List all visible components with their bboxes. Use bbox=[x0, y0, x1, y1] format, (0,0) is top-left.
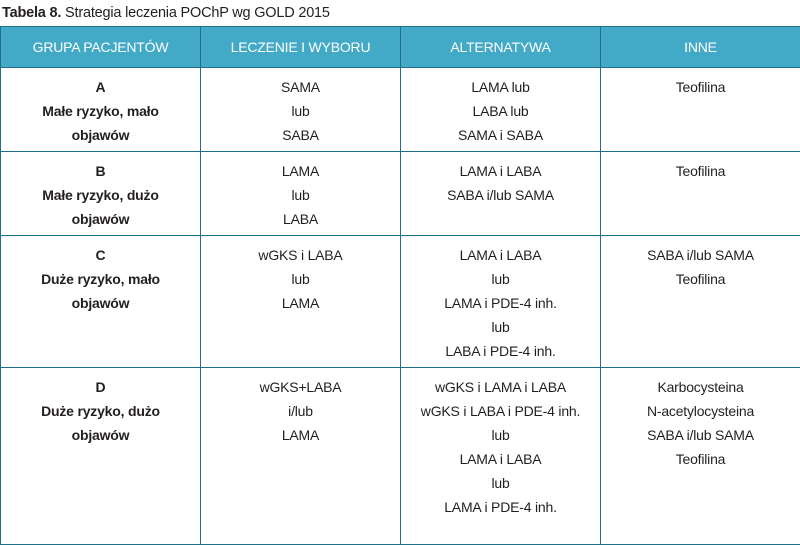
cell-line: LAMA i LABA bbox=[403, 447, 598, 471]
cell-line: N-acetylocysteina bbox=[603, 399, 798, 423]
cell-line: LABA lub bbox=[403, 99, 598, 123]
cell-line: Małe ryzyko, dużo bbox=[3, 183, 198, 207]
cell-line: Małe ryzyko, mało bbox=[3, 99, 198, 123]
cell-line: Teofilina bbox=[603, 75, 798, 99]
cell-line: Duże ryzyko, mało bbox=[3, 267, 198, 291]
cell-line: lub bbox=[403, 471, 598, 495]
cell-line: wGKS i LABA i PDE-4 inh. bbox=[403, 399, 598, 423]
treatment-table bbox=[0, 26, 800, 545]
cell-line: C bbox=[3, 243, 198, 267]
group-cell bbox=[1, 68, 201, 152]
other-cell bbox=[601, 152, 800, 236]
table-row bbox=[1, 236, 800, 368]
cell-line: LAMA bbox=[203, 423, 398, 447]
cell-line: SABA i/lub SAMA bbox=[603, 243, 798, 267]
cell-line: LABA bbox=[203, 207, 398, 231]
group-cell bbox=[1, 236, 201, 368]
alternative-cell bbox=[401, 152, 601, 236]
cell-line: B bbox=[3, 159, 198, 183]
first-choice-cell bbox=[201, 236, 401, 368]
group-cell bbox=[1, 368, 201, 545]
cell-line: lub bbox=[403, 315, 598, 339]
cell-line: Teofilina bbox=[603, 267, 798, 291]
group-cell bbox=[1, 152, 201, 236]
cell-line: D bbox=[3, 375, 198, 399]
header-other: INNE bbox=[601, 27, 800, 68]
cell-line: objawów bbox=[3, 291, 198, 315]
cell-line: Duże ryzyko, dużo bbox=[3, 399, 198, 423]
cell-line: SABA bbox=[203, 123, 398, 147]
header-alternative: ALTERNATYWA bbox=[401, 27, 601, 68]
cell-line: lub bbox=[203, 99, 398, 123]
cell-line: LAMA i LABA bbox=[403, 243, 598, 267]
cell-line: objawów bbox=[3, 123, 198, 147]
cell-line: Teofilina bbox=[603, 159, 798, 183]
alternative-cell bbox=[401, 68, 601, 152]
cell-line: LAMA i LABA bbox=[403, 159, 598, 183]
cell-line: lub bbox=[203, 267, 398, 291]
cell-line: LAMA i PDE-4 inh. bbox=[403, 291, 598, 315]
first-choice-cell bbox=[201, 68, 401, 152]
cell-line: wGKS i LABA bbox=[203, 243, 398, 267]
table-caption bbox=[0, 0, 800, 26]
cell-line: objawów bbox=[3, 207, 198, 231]
cell-line: SAMA i SABA bbox=[403, 123, 598, 147]
header-first-choice: LECZENIE I WYBORU bbox=[201, 27, 401, 68]
cell-line: i/lub bbox=[203, 399, 398, 423]
cell-line: lub bbox=[203, 183, 398, 207]
table-row bbox=[1, 368, 800, 545]
cell-line: lub bbox=[403, 423, 598, 447]
cell-line: LAMA lub bbox=[403, 75, 598, 99]
cell-line: SABA i/lub SAMA bbox=[603, 423, 798, 447]
cell-line: Karbocysteina bbox=[603, 375, 798, 399]
cell-line: objawów bbox=[3, 423, 198, 447]
other-cell bbox=[601, 368, 800, 545]
cell-line: LAMA i PDE-4 inh. bbox=[403, 495, 598, 519]
alternative-cell bbox=[401, 368, 601, 545]
cell-line: LAMA bbox=[203, 291, 398, 315]
table-row bbox=[1, 68, 800, 152]
cell-line: wGKS+LABA bbox=[203, 375, 398, 399]
first-choice-cell bbox=[201, 152, 401, 236]
other-cell bbox=[601, 68, 800, 152]
other-cell bbox=[601, 236, 800, 368]
table-row bbox=[1, 152, 800, 236]
header-row bbox=[1, 27, 800, 68]
cell-line: SAMA bbox=[203, 75, 398, 99]
cell-line: LABA i PDE-4 inh. bbox=[403, 339, 598, 363]
table-title: Strategia leczenia POChP wg GOLD 2015 bbox=[65, 5, 330, 21]
first-choice-cell bbox=[201, 368, 401, 545]
cell-line: A bbox=[3, 75, 198, 99]
cell-line: LAMA bbox=[203, 159, 398, 183]
alternative-cell bbox=[401, 236, 601, 368]
table-number: Tabela 8. bbox=[2, 5, 61, 21]
header-group: GRUPA PACJENTÓW bbox=[1, 27, 201, 68]
cell-line: wGKS i LAMA i LABA bbox=[403, 375, 598, 399]
cell-line: SABA i/lub SAMA bbox=[403, 183, 598, 207]
cell-line: lub bbox=[403, 267, 598, 291]
cell-line: Teofilina bbox=[603, 447, 798, 471]
